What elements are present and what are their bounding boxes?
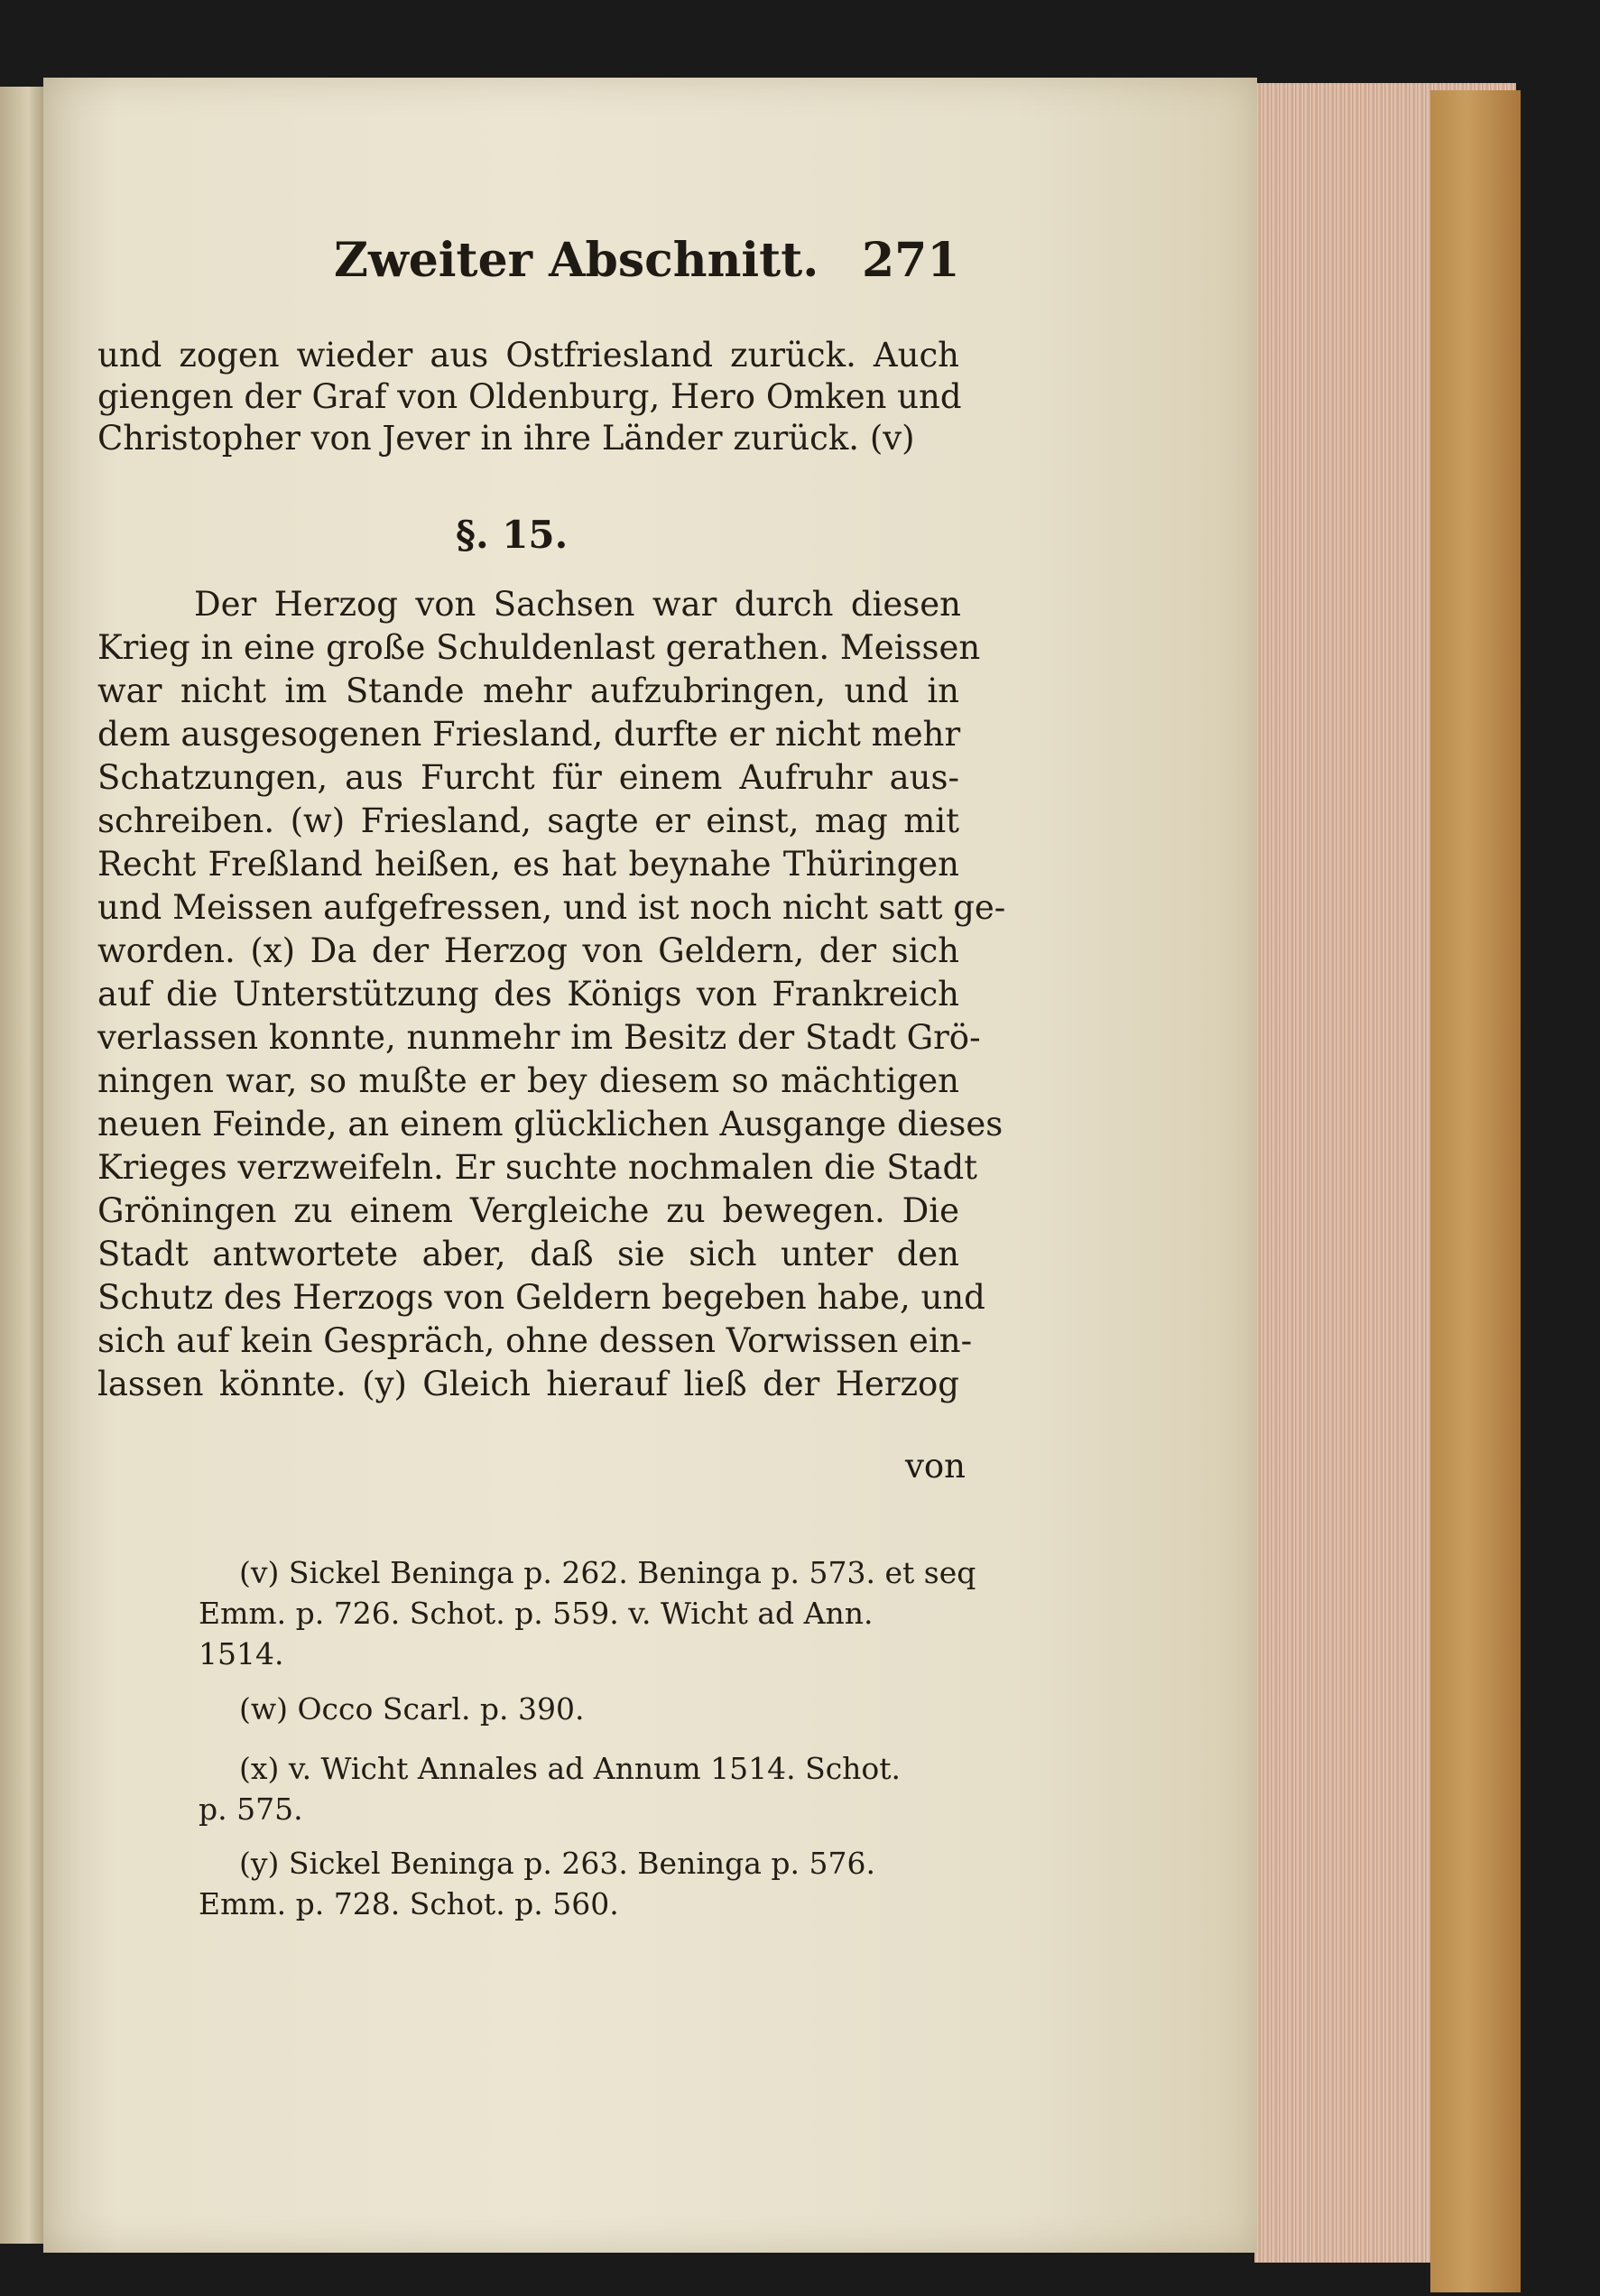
book-cover-edge: [1430, 90, 1521, 2292]
body-line: neuen Feinde, an einem glücklichen Ausgange dieses: [97, 1105, 1003, 1143]
body-line: worden. (x) Da der Herzog von Geldern, der sich: [97, 931, 959, 970]
footnote-v-line: 1514.: [199, 1636, 284, 1671]
body-line: schreiben. (w) Friesland, sagte er einst, mag mit: [97, 801, 959, 840]
body-line: dem ausgesogenen Friesland, durfte er nicht mehr: [97, 715, 961, 754]
body-line: Krieg in eine große Schuldenlast gerathen. Meissen: [97, 628, 981, 667]
body-line: Krieges verzweifeln. Er suchte nochmalen die Stadt: [97, 1148, 978, 1187]
body-line: verlassen konnte, nunmehr im Besitz der Stadt Grö-: [97, 1018, 981, 1057]
body-line: Recht Freßland heißen, es hat beynahe Thüringen: [97, 845, 959, 884]
body-line: und Meissen aufgefressen, und ist noch nicht satt ge-: [97, 888, 1006, 927]
page-number: 271: [862, 233, 960, 288]
body-line: Christopher von Jever in ihre Länder zurück. (v): [97, 419, 915, 458]
body-line: ningen war, so mußte er bey diesem so mächtigen: [97, 1061, 959, 1100]
footnote-x-line: p. 575.: [199, 1791, 303, 1827]
body-line: lassen könnte. (y) Gleich hierauf ließ der Herzog: [97, 1365, 959, 1403]
body-line: Schatzungen, aus Furcht für einem Aufruhr aus-: [97, 758, 959, 797]
footnote-x-line: (x) v. Wicht Annales ad Annum 1514. Schot.: [239, 1751, 902, 1786]
body-line: war nicht im Stande mehr aufzubringen, und in: [97, 671, 959, 710]
running-header: Zweiter Abschnitt.: [334, 233, 819, 288]
body-line: giengen der Graf von Oldenburg, Hero Omken und: [97, 377, 962, 416]
body-line: Gröningen zu einem Vergleiche zu bewegen. Die: [97, 1191, 959, 1230]
footnote-y-line: (y) Sickel Beninga p. 263. Beninga p. 576.: [239, 1846, 876, 1881]
footnote-w-line: (w) Occo Scarl. p. 390.: [239, 1691, 585, 1727]
body-line: Stadt antwortete aber, daß sie sich unter den: [97, 1235, 959, 1273]
body-line: auf die Unterstützung des Königs von Frankreich: [97, 975, 959, 1014]
footnote-v-line: (v) Sickel Beninga p. 262. Beninga p. 573. et seq: [239, 1555, 976, 1590]
body-line: und zogen wieder aus Ostfriesland zurück. Auch: [97, 336, 959, 375]
body-line: sich auf kein Gespräch, ohne dessen Vorwissen ein-: [97, 1321, 973, 1360]
footnote-y-line: Emm. p. 728. Schot. p. 560.: [199, 1886, 619, 1921]
catchword: von: [905, 1447, 966, 1486]
body-line: Schutz des Herzogs von Geldern begeben habe, und: [97, 1278, 985, 1317]
body-line: Der Herzog von Sachsen war durch diesen: [194, 585, 961, 624]
section-heading: §. 15.: [456, 513, 569, 557]
footnote-v-line: Emm. p. 726. Schot. p. 559. v. Wicht ad Ann.: [199, 1596, 874, 1631]
facing-page-edge: [0, 87, 47, 2244]
